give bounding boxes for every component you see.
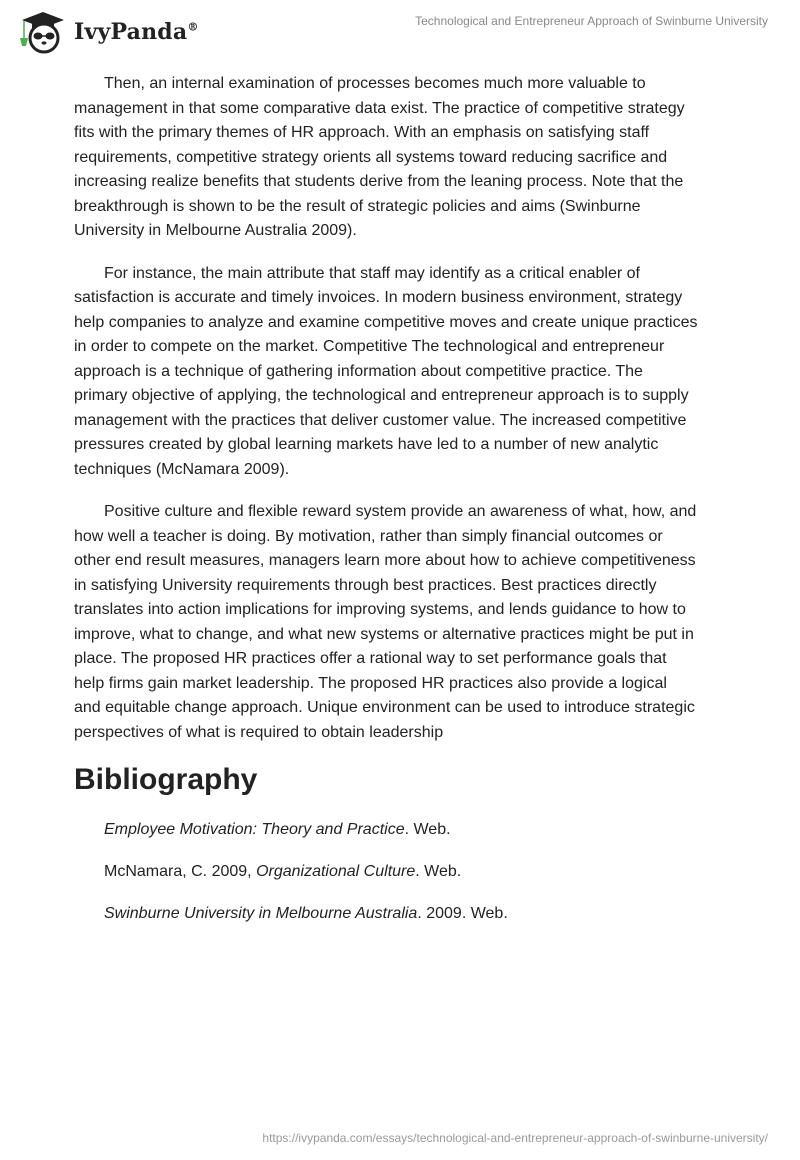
paragraph-line: in order to compete on the market. Competitive The technological and entrepreneur — [74, 338, 665, 355]
entry-text: . 2009. Web. — [417, 905, 508, 922]
paragraph-line: increasing realize benefits that students derive from the leaning process. Note that the — [74, 173, 684, 190]
paragraph-line: improve, what to change, and what new systems or alternative practices might be put in — [74, 625, 694, 643]
bibliography-list — [74, 817, 734, 926]
entry-text: . Web. — [415, 863, 462, 880]
bibliography-entry — [104, 901, 734, 926]
bibliography-entry — [104, 817, 734, 842]
paragraph-line: techniques (McNamara 2009). — [74, 460, 290, 478]
panda-logo-icon — [18, 10, 68, 54]
logo-text: IvyPanda® — [74, 19, 199, 45]
paragraph-line: pressures created by global learning markets have led to a number of new analytic — [74, 436, 659, 453]
paragraph-line: how well a teacher is doing. By motivation, rather than simply financial outcomes or — [74, 527, 663, 545]
ivypanda-logo[interactable] — [18, 10, 199, 54]
paragraph-line: University in Melbourne Australia 2009). — [74, 222, 357, 239]
paragraph-line: management in that some comparative data exist. The practice of competitive strategy — [74, 99, 685, 117]
paragraph-line: breakthrough is shown to be the result of strategic policies and aims (Swinburne — [74, 197, 641, 215]
bibliography-heading: Bibliography — [74, 763, 258, 796]
paragraph-line: primary objective of applying, the technological and entrepreneur approach is to supply — [74, 387, 689, 404]
paragraph — [74, 500, 734, 745]
paragraph-line: approach is a technique of gathering information about competitive practice. The — [74, 362, 643, 380]
paragraph-line: place. The proposed HR practices offer a rational way to set performance goals that — [74, 650, 667, 667]
paragraph-line: Then, an internal examination of processes becomes much more valuable to — [104, 75, 646, 92]
paragraph — [74, 72, 734, 244]
paragraph-line: help firms gain market leadership. The proposed HR practices also provide a logical — [74, 674, 667, 692]
paragraph-line: perspectives of what is required to obtain leadership — [74, 723, 444, 741]
paragraph-line: translates into action implications for improving systems, and lends guidance to how to — [74, 601, 686, 618]
document-title: Technological and Entrepreneur Approach of Swinburne University — [415, 14, 768, 28]
paragraph-line: requirements, competitive strategy orients all systems toward reducing sacrifice and — [74, 148, 668, 166]
entry-title: Employee Motivation: Theory and Practice — [104, 821, 405, 838]
entry-title: Organizational Culture — [256, 863, 416, 880]
paragraph-line: satisfaction is accurate and timely invoices. In modern business environment, strategy — [74, 289, 683, 306]
paragraph-line: fits with the primary themes of HR approach. With an emphasis on satisfying staff — [74, 124, 650, 141]
paragraph-line: in satisfying University requirements through best practices. Best practices directly — [74, 576, 657, 594]
paragraph-line: For instance, the main attribute that staff may identify as a critical enabler of — [104, 264, 640, 282]
source-url[interactable]: https://ivypanda.com/essays/technological-and-entrepreneur-approach-of-swinburne-university/ — [262, 1131, 768, 1145]
paragraph-line: other end result measures, managers learn more about how to achieve competitiveness — [74, 552, 696, 569]
page-header — [0, 0, 800, 60]
paragraph-line: and equitable change approach. Unique environment can be used to introduce strategic — [74, 699, 695, 716]
entry-title: Swinburne University in Melbourne Australia — [104, 905, 418, 922]
essay-content — [74, 72, 734, 943]
paragraph-line: Positive culture and flexible reward system provide an awareness of what, how, and — [104, 503, 697, 520]
paragraph-line: help companies to analyze and examine competitive moves and create unique practices — [74, 313, 698, 331]
entry-text: McNamara, C. 2009, — [104, 863, 257, 880]
entry-text: . Web. — [404, 821, 451, 838]
bibliography-entry — [104, 859, 734, 884]
paragraph — [74, 262, 734, 483]
paragraph-line: management with the practices that deliver customer value. The increased competitive — [74, 411, 687, 429]
